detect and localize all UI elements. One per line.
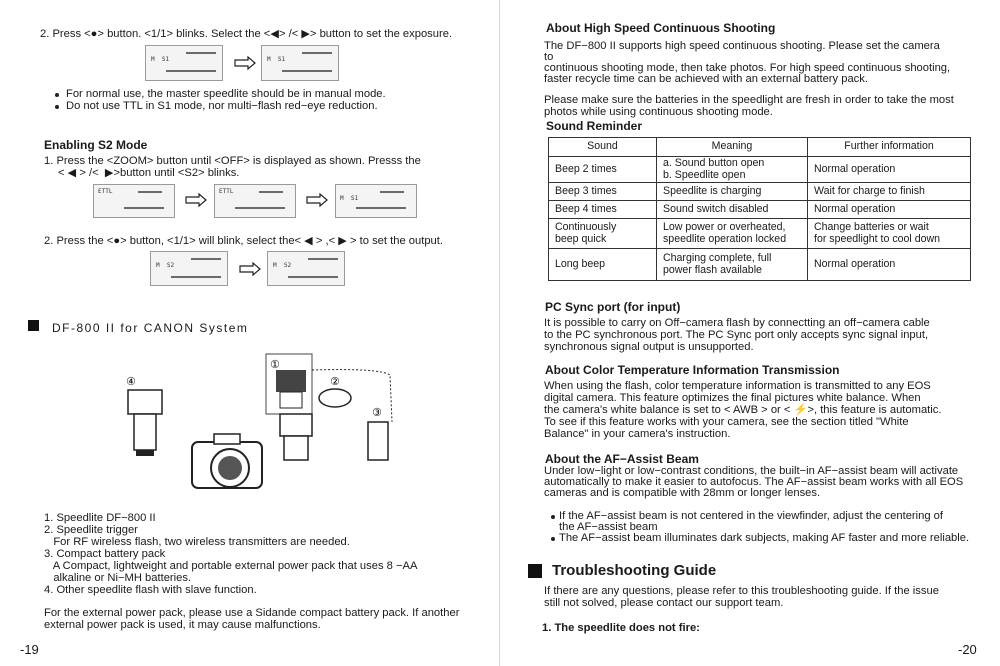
table-cell: Beep 3 times [549, 183, 657, 201]
table-cell: Long beep [549, 249, 657, 281]
table-cell: Beep 4 times [549, 201, 657, 219]
lcd-text: ETTL [98, 188, 113, 195]
parts-line-4: 3. Compact battery pack [44, 548, 166, 560]
lcd-text: M S2 [273, 262, 292, 269]
parts-line-7: 4. Other speedlite flash with slave function. [44, 584, 257, 596]
lcd-display-after [261, 45, 339, 81]
pc-line-3: synchronous signal output is unsupported. [544, 341, 754, 353]
hs-line-3: continuous shooting mode, then take photos. For high speed continuous shooting, [544, 62, 951, 74]
sound-heading: Sound Reminder [546, 119, 643, 133]
af-bullet-1-line-2: the AF−assist beam [559, 521, 658, 533]
lcd-text: ETTL [219, 188, 234, 195]
table-row [549, 157, 971, 183]
table-cell: Normal operation [808, 157, 971, 183]
bullet [55, 93, 59, 97]
callout-3: ③ [372, 406, 382, 419]
table-cell: Normal operation [808, 201, 971, 219]
camera-illustration [192, 434, 262, 488]
trouble-line-2: still not solved, please contact our support team. [544, 597, 784, 609]
main-speedlite-illustration [280, 414, 312, 460]
table-cell: Charging complete, full power flash available [657, 249, 808, 281]
table-cell: Low power or overheated, speedlite operation locked [657, 219, 808, 249]
s2-heading: Enabling S2 Mode [44, 138, 148, 152]
table-header-row [549, 138, 971, 157]
table-header-cell: Further information [808, 138, 971, 157]
af-line-1: Under low−light or low−contrast conditions, the built−in AF−assist beam will activate [544, 465, 959, 477]
arrow-right-icon [185, 193, 207, 207]
trouble-item-1: 1. The speedlite does not fire: [542, 622, 700, 634]
table-row [549, 183, 971, 201]
hs-heading: About High Speed Continuous Shooting [546, 21, 776, 35]
ct-line-5: Balance" in your camera's instruction. [544, 428, 731, 440]
lcd-display-ettl [93, 184, 175, 218]
note-ttl: Do not use TTL in S1 mode, nor multi−flash red−eye reduction. [66, 100, 378, 112]
table-cell: Change batteries or wait for speedlight to cool down [808, 219, 971, 249]
af-line-2: automatically to make it easier to autofocus. The AF−assist beam works with all EOS [544, 476, 964, 488]
arrow-right-icon [239, 262, 261, 276]
table-row [549, 219, 971, 249]
table-cell: Continuously beep quick [549, 219, 657, 249]
callout-1: ① [270, 358, 280, 371]
batt-line-2: photos while using continuous shooting mode. [544, 106, 773, 118]
pc-line-2: to the PC synchronous port. The PC Sync port only accepts sync signal input, [544, 329, 929, 341]
arrow-right-icon [234, 56, 256, 70]
lcd-text: M S1 [151, 56, 170, 63]
ct-line-1: When using the flash, color temperature information is transmitted to any EOS [544, 380, 931, 392]
parts-line-2: 2. Speedlite trigger [44, 524, 138, 536]
ct-line-3: the camera's white balance is set to < AWB > or < ⚡>, this feature is automatic. [544, 404, 942, 416]
section-marker-icon [28, 320, 39, 331]
section-marker-icon [528, 564, 542, 578]
table-cell: Speedlite is charging [657, 183, 808, 201]
slave-speedlite-illustration [128, 390, 162, 456]
page-number-left: -19 [20, 642, 39, 657]
lcd-display-s2-after [267, 251, 345, 286]
lcd-text: M S1 [340, 195, 359, 202]
parts-line-1: 1. Speedlite DF−800 II [44, 512, 156, 524]
lcd-text: M S2 [156, 262, 175, 269]
af-bullet-2: The AF−assist beam illuminates dark subjects, making AF faster and more reliable. [559, 532, 970, 544]
trigger-unit-illustration [319, 389, 351, 407]
lcd-text: M S1 [267, 56, 286, 63]
s2-step1-line1: 1. Press the <ZOOM> button until <OFF> is displayed as shown. Presss the [44, 155, 421, 167]
table-header-cell: Sound [549, 138, 657, 157]
ct-line-2: digital camera. This feature optimizes the final pictures white balance. When [544, 392, 921, 404]
power-note-line-1: For the external power pack, please use a Sidande compact battery pack. If another [44, 607, 460, 619]
parts-line-6: alkaline or Ni−MH batteries. [44, 572, 192, 584]
callout-2: ② [330, 375, 340, 388]
table-cell: Sound switch disabled [657, 201, 808, 219]
hs-line-1: The DF−800 II supports high speed continuous shooting. Please set the camera [544, 40, 940, 52]
parts-line-3: For RF wireless flash, two wireless transmitters are needed. [44, 536, 350, 548]
troubleshooting-heading: Troubleshooting Guide [552, 562, 717, 579]
s2-step2: 2. Press the <●> button, <1/1> will blink, select the< ◀ > ,< ▶ > to set the output. [44, 235, 443, 247]
ct-line-4: To see if this feature works with your camera, see the section titled "White [544, 416, 909, 428]
power-note-line-2: external power pack is used, it may cause malfunctions. [44, 619, 321, 631]
hs-line-2: to [544, 51, 554, 63]
page-number-right: -20 [958, 642, 977, 657]
bullet [551, 515, 555, 519]
table-cell: a. Sound button open b. Speedlite open [657, 157, 808, 183]
section-title: DF-800 II for CANON System [52, 321, 249, 335]
table-cell: Normal operation [808, 249, 971, 281]
hs-line-4: faster recycle time can be achieved with an external battery pack. [544, 73, 868, 85]
lcd-display-before [145, 45, 223, 81]
sound-reminder-table [548, 137, 971, 281]
batt-line-1: Please make sure the batteries in the speedlight are fresh in order to take the most [544, 94, 954, 106]
step-press-text: 2. Press <●> button. <1/1> blinks. Select the <◀> /< ▶> button to set the exposure. [40, 28, 453, 40]
trigger-speedlite-illustration [276, 370, 306, 408]
table-row [549, 201, 971, 219]
table-row [549, 249, 971, 281]
af-assist-heading: About the AF−Assist Beam [545, 452, 699, 466]
pc-line-1: It is possible to carry on Off−camera flash by connectting an off−camera cable [544, 317, 930, 329]
lcd-display-ettl-off [214, 184, 296, 218]
af-line-3: cameras and is compatible with 28mm or longer lenses. [544, 487, 821, 499]
bullet [55, 105, 59, 109]
lcd-display-s2-before [150, 251, 228, 286]
table-cell: Wait for charge to finish [808, 183, 971, 201]
system-diagram [120, 350, 420, 500]
table-cell: Beep 2 times [549, 157, 657, 183]
af-bullet-1-line-1: If the AF−assist beam is not centered in the viewfinder, adjust the centering of [559, 510, 944, 522]
note-normal-use: For normal use, the master speedlite should be in manual mode. [66, 88, 386, 100]
battery-pack-illustration [368, 422, 388, 460]
callout-4: ④ [126, 375, 136, 388]
pc-sync-heading: PC Sync port (for input) [545, 300, 681, 314]
trouble-line-1: If there are any questions, please refer to this troubleshooting guide. If the issue [544, 585, 939, 597]
bullet [551, 537, 555, 541]
s2-step1-line2: < ◀ > /< ▶>button until <S2> blinks. [58, 167, 240, 179]
table-header-cell: Meaning [657, 138, 808, 157]
parts-line-5: A Compact, lightweight and portable external power pack that uses 8 −AA [44, 560, 418, 572]
arrow-right-icon [306, 193, 328, 207]
color-temp-heading: About Color Temperature Information Transmission [545, 363, 840, 377]
lcd-display-s2 [335, 184, 417, 218]
